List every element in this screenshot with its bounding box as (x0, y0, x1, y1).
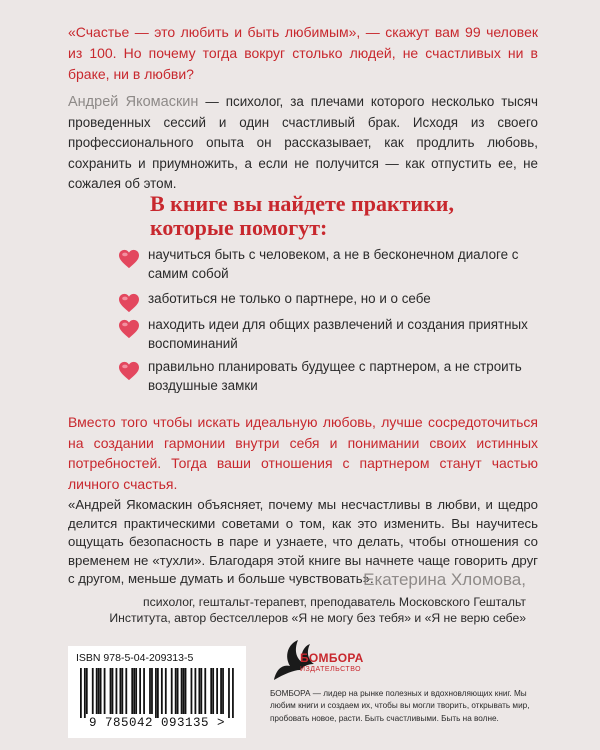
barcode-bar (185, 668, 187, 714)
heart-bullet-icon (118, 249, 140, 269)
barcode-bar (125, 668, 127, 714)
barcode-bar (183, 668, 185, 714)
barcode-bar (98, 668, 100, 714)
barcode-block (68, 646, 246, 738)
barcode-bar (112, 668, 114, 714)
barcode-bar (135, 668, 137, 714)
barcode-bar (151, 668, 153, 714)
practice-item (118, 246, 538, 283)
barcode-bar (86, 668, 88, 714)
barcode-bar (155, 668, 157, 718)
barcode-bar (200, 668, 202, 714)
barcode-bar (195, 668, 197, 714)
publisher-description: БОМБОРА — лидер на рынке полезных и вдохновляющих книг. Мы любим книги и создаем их, чтобы вы могли творить, открывать мир, пробовать новое, расти. Быть счастливыми. Быть на волне. (270, 689, 530, 723)
barcode-bar (161, 668, 163, 714)
author-name: Андрей Якомаскин (68, 94, 199, 110)
practice-text: научиться быть с человеком, а не в бесконечном диалоге с самим собой (148, 247, 519, 281)
practice-text: заботиться не только о партнере, но и о себе (148, 291, 431, 306)
barcode-bar (80, 668, 82, 718)
author-bio-text: — психолог, за плечами которого несколько тысяч проведенных сессий и один счастливый брак. Исходя из своего профессионального опыта он рассказывает, как продлить любовь, сохранить и приумножить, а если не получится — как отпустить ее, не сожалея об этом. (68, 94, 538, 191)
practices-heading: В книге вы найдете практики, которые помогут: (150, 191, 454, 240)
publisher-subtitle: ИЗДАТЕЛЬСТВО (300, 666, 362, 673)
barcode-bar (198, 668, 200, 714)
practice-item (118, 316, 538, 353)
barcode-bar (210, 668, 212, 714)
barcode-bar (157, 668, 159, 718)
barcode-bar (171, 668, 173, 714)
barcode-bar (139, 668, 141, 714)
barcode-bar (177, 668, 179, 714)
barcode-bar (181, 668, 183, 714)
barcode-bar (204, 668, 206, 714)
barcode-bar (100, 668, 102, 714)
barcode-digits: 9 785042 093135 > (88, 716, 226, 730)
heart-bullet-icon (118, 293, 140, 313)
practice-text: находить идеи для общих развлечений и создания приятных воспоминаний (148, 317, 528, 351)
heart-bullet-icon (118, 361, 140, 381)
barcode-bar (131, 668, 133, 714)
barcode-bar (133, 668, 135, 714)
conclusion-text: Вместо того чтобы искать идеальную любовь, лучше сосредоточиться на создании гармонии внутри себя и понимании своих истинных потребностей. Тогда ваши отношения с партнером станут частью личного счастья. (68, 414, 538, 492)
barcode-bar (216, 668, 218, 714)
practice-text: правильно планировать будущее с партнером, а не строить воздушные замки (148, 359, 522, 393)
intro-text: «Счастье — это любить и быть любимым», — скажут вам 99 человек из 100. Но почему тогда вокруг столько людей, не счастливых ни в браке, ни в любви? (68, 24, 538, 82)
barcode-bar (143, 668, 145, 714)
review-author: Екатерина Хломова, (363, 570, 526, 589)
barcode-bar (92, 668, 94, 714)
barcode-bar (222, 668, 224, 714)
author-bio (68, 92, 538, 195)
barcode-bar (149, 668, 151, 714)
barcode-bar (84, 668, 86, 718)
barcode-bar (165, 668, 167, 714)
barcode-bar (110, 668, 112, 714)
barcode-bar (96, 668, 98, 714)
practice-item (118, 290, 431, 309)
review-quote: «Андрей Якомаскин объясняет, почему мы несчастливы в любви, и щедро делится практическими советами о том, как это изменить. Вы научитесь ощущать безопасность в паре и узнаете, что делать, чтобы отношения со временем не «тухли». Благодаря этой книге вы начнете чаще говорить друг с другом, меньше думать и больше чувствовать». (68, 497, 538, 587)
practice-item (118, 358, 538, 395)
barcode-bar (220, 668, 222, 714)
publisher-name: БОМБОРА (300, 651, 364, 665)
barcode-bar (228, 668, 230, 718)
heart-bullet-icon (118, 319, 140, 339)
barcode-bar (121, 668, 123, 714)
review-author-credentials: психолог, гештальт-терапевт, преподаватель Московского Гештальт Института, автор бестселлеров «Я не могу без тебя» и «Я не верю себе» (109, 595, 526, 625)
isbn-number: ISBN 978-5-04-209313-5 (76, 652, 194, 664)
barcode-bar (175, 668, 177, 714)
barcode (80, 668, 234, 718)
barcode-bar (116, 668, 118, 714)
barcode-bar (232, 668, 234, 718)
barcode-bar (191, 668, 193, 714)
barcode-bar (212, 668, 214, 714)
barcode-bar (119, 668, 121, 714)
barcode-bar (104, 668, 106, 714)
